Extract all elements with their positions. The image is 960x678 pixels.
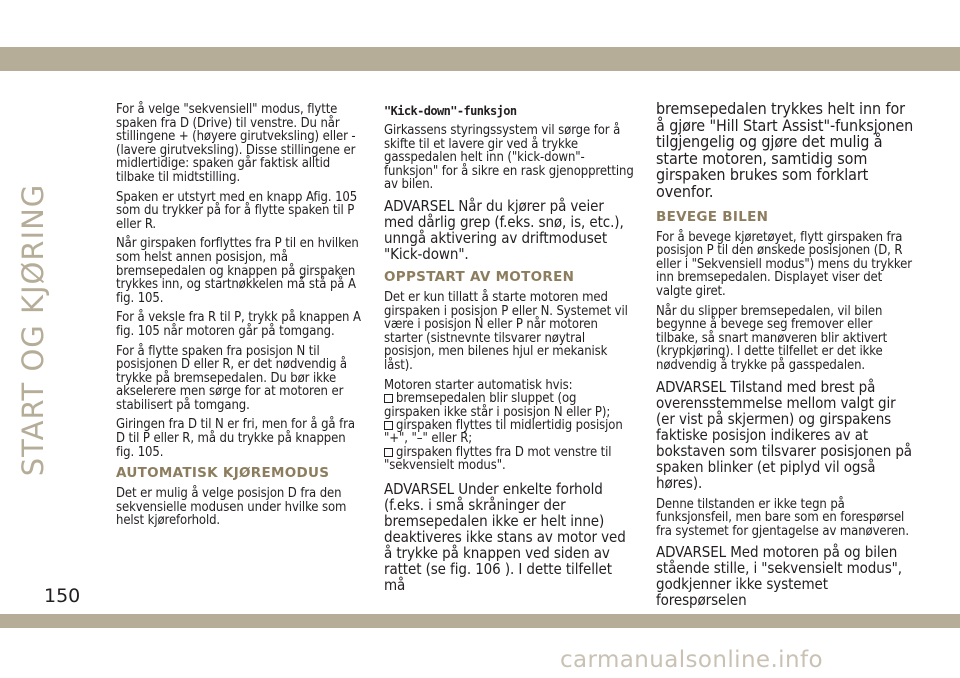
heading-automatisk-kjoremodus: AUTOMATISK KJØREMODUS bbox=[116, 465, 330, 482]
header-area bbox=[0, 0, 960, 46]
paragraph: Det er kun tillatt å starte motoren med girspaken i posisjon P eller N. Systemet vil være i posisjon N eller P når motoren starter (sistnevnte tilsvarer nøytral posisjon, men bilenes hjul er mekanisk låst). bbox=[384, 289, 628, 373]
paragraph: For å flytte spaken fra posisjon N til posisjonen D eller R, er det nødvendig å trykke på bremsepedalen. Du bør ikke akselerere men sørge for at motoren er stabilisert på tomgang. bbox=[116, 343, 347, 413]
column-1 bbox=[116, 103, 366, 534]
paragraph: Denne tilstanden er ikke tegn på funksjonsfeil, men bare som en forespørsel fra systemet for gjentagelse av manøveren. bbox=[656, 496, 909, 539]
paragraph: bremsepedalen trykkes helt inn for å gjøre "Hill Start Assist"-funksjonen tilgjengelig og gjøre det mulig å starte motoren, samtidig som girspaken brukes som forklart ovenfor. bbox=[656, 99, 914, 201]
paragraph: Når du slipper bremsepedalen, vil bilen begynne å bevege seg fremover eller tilbake, så snart manøveren blir aktivert (krypkjøring). I dette tilfellet er det ikke nødvendig å trykke på gasspedalen. bbox=[656, 303, 888, 373]
page-number: 150 bbox=[44, 585, 81, 607]
paragraph: Giringen fra D til N er fri, men for å gå fra D til P eller R, må du trykke på knappen fig. 105. bbox=[116, 417, 355, 460]
paragraph: Når girspaken forflyttes fra P til en hvilken som helst annen posisjon, må bremsepedalen og knappen på girspaken trykkes inn, og startnøkkelen må stå på A fig. 105. bbox=[116, 236, 359, 306]
checkbox-bullet-icon bbox=[384, 448, 393, 457]
checkbox-bullet-icon bbox=[384, 421, 393, 430]
list-item: girspaken flyttes fra D mot venstre til "sekvensielt modus". bbox=[384, 444, 612, 474]
paragraph: Spaken er utstyrt med en knapp Afig. 105 som du trykker på for å flytte spaken til P eller R. bbox=[116, 189, 358, 232]
footer-band bbox=[0, 614, 960, 628]
paragraph: Det er mulig å velge posisjon D fra den sekvensielle modusen under hvilke som helst kjøreforhold. bbox=[116, 486, 347, 529]
column-2 bbox=[384, 104, 636, 600]
paragraph: For å bevege kjøretøyet, flytt girspaken fra posisjon P til den ønskede posisjonen (D, R eller i "Sekvensiell modus") mens du trykker inn bremsepedalen. Displayet viser det valgte giret. bbox=[656, 229, 912, 299]
paragraph: Motoren starter automatisk hvis: bbox=[384, 377, 573, 393]
warning-text: ADVARSEL Under enkelte forhold (f.eks. i små skråninger der bremsepedalen ikke er helt inne) deaktiveres ikke stans av motor ved å trykke på knappen ved siden av rattet (se fig. 106 ). I dette tilfellet må bbox=[384, 479, 626, 594]
warning-text: ADVARSEL Med motoren på og bilen stående stille, i "sekvensielt modus", godkjenner ikke systemet forespørselen bbox=[656, 543, 902, 610]
heading-bevege-bilen: BEVEGE BILEN bbox=[656, 208, 769, 225]
column-3 bbox=[656, 101, 914, 615]
heading-oppstart-av-motoren: OPPSTART AV MOTOREN bbox=[384, 268, 575, 285]
paragraph: For å velge "sekvensiell" modus, flytte spaken fra D (Drive) til venstre. Du når stillingene + (høyere girutveksling) eller - (lavere girutveksling). Disse stillingene er midlertidige: spaken går faktisk alltid tilbake til midtstilling. bbox=[116, 102, 356, 185]
paragraph: Girkassens styringssystem vil sørge for å skifte til et lavere gir ved å trykke gasspedalen helt inn ("kick-down"-funksjon" for å sikre en rask gjenoppretting av bilen. bbox=[384, 123, 634, 193]
checkbox-bullet-icon bbox=[384, 394, 393, 403]
subheading-kick-down: "Kick-down"-funksjon bbox=[384, 104, 517, 118]
section-title-vertical: START OG KJØRING bbox=[16, 183, 50, 477]
paragraph: For å veksle fra R til P, trykk på knappen A fig. 105 når motoren går på tomgang. bbox=[116, 310, 361, 339]
warning-text: ADVARSEL Når du kjører på veier med dårlig grep (f.eks. snø, is, etc.), unngå aktivering av driftmoduset "Kick-down". bbox=[384, 196, 624, 263]
list-item: bremsepedalen blir sluppet (og girspaken ikke står i posisjon N eller P); bbox=[384, 391, 611, 420]
watermark-text: carmanualsonline.info bbox=[560, 647, 823, 673]
header-band bbox=[0, 47, 960, 71]
list-item: girspaken flyttes til midlertidig posisjon "+", "–" eller R; bbox=[384, 417, 623, 447]
warning-text: ADVARSEL Tilstand med brest på overensstemmelse mellom valgt gir (er vist på skjermen) og girspakens faktiske posisjon indikeres av at bokstaven som tilsvarer posisjonen på spaken blinker (et piplyd vil også høres). bbox=[656, 377, 912, 492]
